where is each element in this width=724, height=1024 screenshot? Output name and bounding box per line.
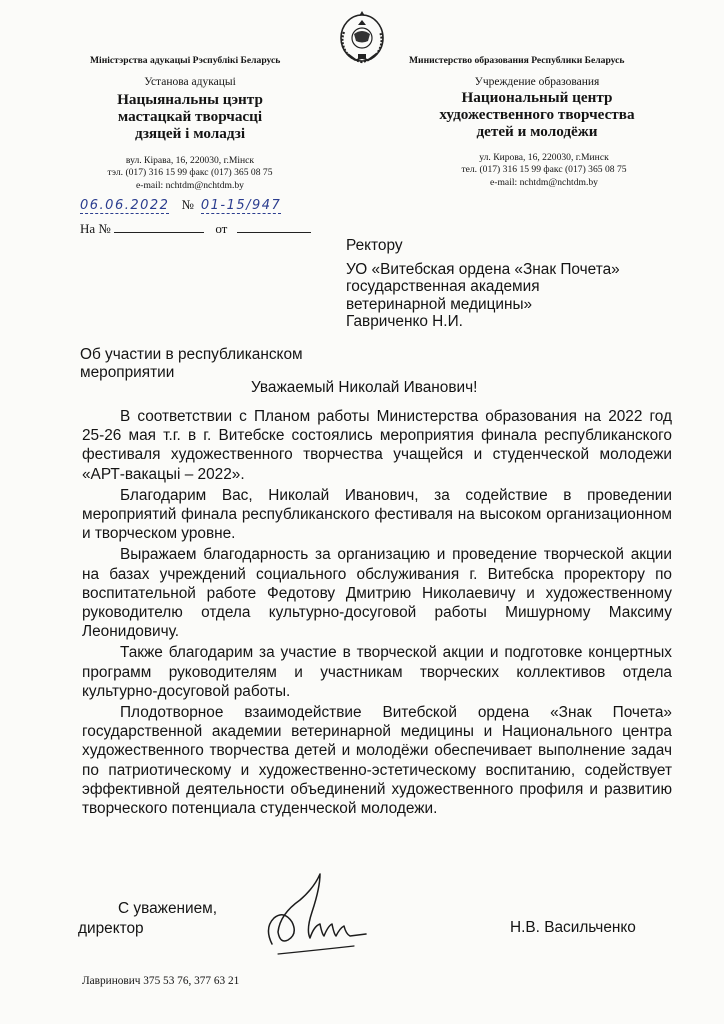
body-paragraph: В соответствии с Планом работы Министерства образования на 2022 год 25-26 мая т.г. в г. Витебске состоялись мероприятия финала республиканского фестиваля художественного творчества учащейся и студенческой молодежи «АРТ-вакацыі – 2022». [82, 408, 672, 483]
body-paragraph: Также благодарим за участие в творческой акции и подготовке концертных программ руководителям и участникам творческих коллективов отдела культурно-досуговой работы. [82, 644, 672, 700]
recipient-line: государственная академия [346, 278, 540, 295]
ministry-name-ru: Министерство образования Республики Беларусь [409, 55, 625, 66]
handwritten-date: 06.06.2022 [80, 198, 170, 213]
subject-block [80, 346, 303, 381]
incoming-reference [80, 220, 311, 237]
recipient-block [346, 237, 620, 331]
closing-regards: С уважением, [118, 900, 218, 917]
signatory-position: директор [78, 920, 144, 937]
greeting: Уважаемый Николай Иванович! [251, 379, 478, 396]
executor-contact: Лавринович 375 53 76, 377 63 21 [82, 975, 240, 987]
number-label: № [181, 197, 194, 212]
institution-name-line: Нацыянальны цэнтр [117, 91, 263, 108]
recipient-line: Гавриченко Н.И. [346, 313, 463, 330]
address-block-ru [404, 152, 684, 189]
body-paragraph: Благодарим Вас, Николай Иванович, за содействие в проведении мероприятий финала республиканского фестиваля на высоком организационном и творческом уровне. [82, 486, 672, 543]
phone-line: тел. (017) 316 15 99 факс (017) 365 08 75 [461, 164, 627, 176]
subject-line: мероприятии [80, 363, 175, 381]
signature-icon [258, 866, 378, 966]
address-block-by [50, 155, 330, 192]
institution-name-line: дзяцей і моладзі [134, 125, 246, 142]
body-paragraph: Плодотворное взаимодействие Витебской ордена «Знак Почета» государственной академии ветеринарной медицины и Национального центра художественного творчества детей и молодёжи обеспечивает выполнение задач по патриотическому и художественно-эстетическому воспитанию, содействует эффективной деятельности объединений художественного профиля и развитию творческого потенциала студенческой молодежи. [82, 704, 672, 818]
institution-name-line: Национальный центр [461, 89, 613, 106]
recipient-line: УО «Витебская ордена «Знак Почета» [346, 260, 620, 278]
ref-date-blank [237, 220, 311, 233]
institution-name-line: детей и молодёжи [476, 123, 598, 140]
institution-type-ru: Учреждение образования [474, 76, 600, 88]
phone-line: тэл. (017) 316 15 99 факс (017) 365 08 75 [107, 167, 273, 179]
state-emblem-icon [334, 8, 390, 68]
address-line: вул. Кірава, 16, 220030, г.Мінск [125, 155, 255, 166]
recipient-line: Ректору [346, 237, 403, 254]
institution-name-line: мастацкай творчасці [117, 108, 263, 125]
institution-name-ru [407, 89, 667, 140]
ministry-name-by: Міністэрства адукацыі Рэспублікі Беларусь [90, 55, 281, 66]
handwritten-number: 01-15/947 [200, 198, 282, 213]
email-line: e-mail: nchtdm@nchtdm.by [136, 179, 244, 191]
letter-body [82, 407, 672, 820]
signatory-name: Н.В. Васильченко [510, 919, 636, 936]
subject-line: Об участии в республиканском [80, 346, 303, 363]
body-paragraph: Выражаем благодарность за организацию и проведение творческой акции на базах учреждений социального обслуживания г. Витебска проректору по воспитательной работе Федотову Дмитрию Николаевичу и художественному руководителю отдела культурно-досуговой работы Мишурному Максиму Леонидовичу. [82, 546, 672, 641]
ref-number-label: На № [80, 221, 111, 236]
institution-name-line: художественного творчества [439, 106, 635, 123]
outgoing-registration [80, 196, 281, 214]
address-line: ул. Кирова, 16, 220030, г.Минск [479, 152, 609, 163]
recipient-line: ветеринарной медицины» [346, 295, 533, 313]
ref-number-blank [114, 220, 204, 233]
ref-from-label: от [215, 221, 228, 236]
institution-type-by: Установа адукацыі [144, 76, 236, 88]
email-line: e-mail: nchtdm@nchtdm.by [490, 176, 598, 188]
institution-name-by [60, 91, 320, 142]
